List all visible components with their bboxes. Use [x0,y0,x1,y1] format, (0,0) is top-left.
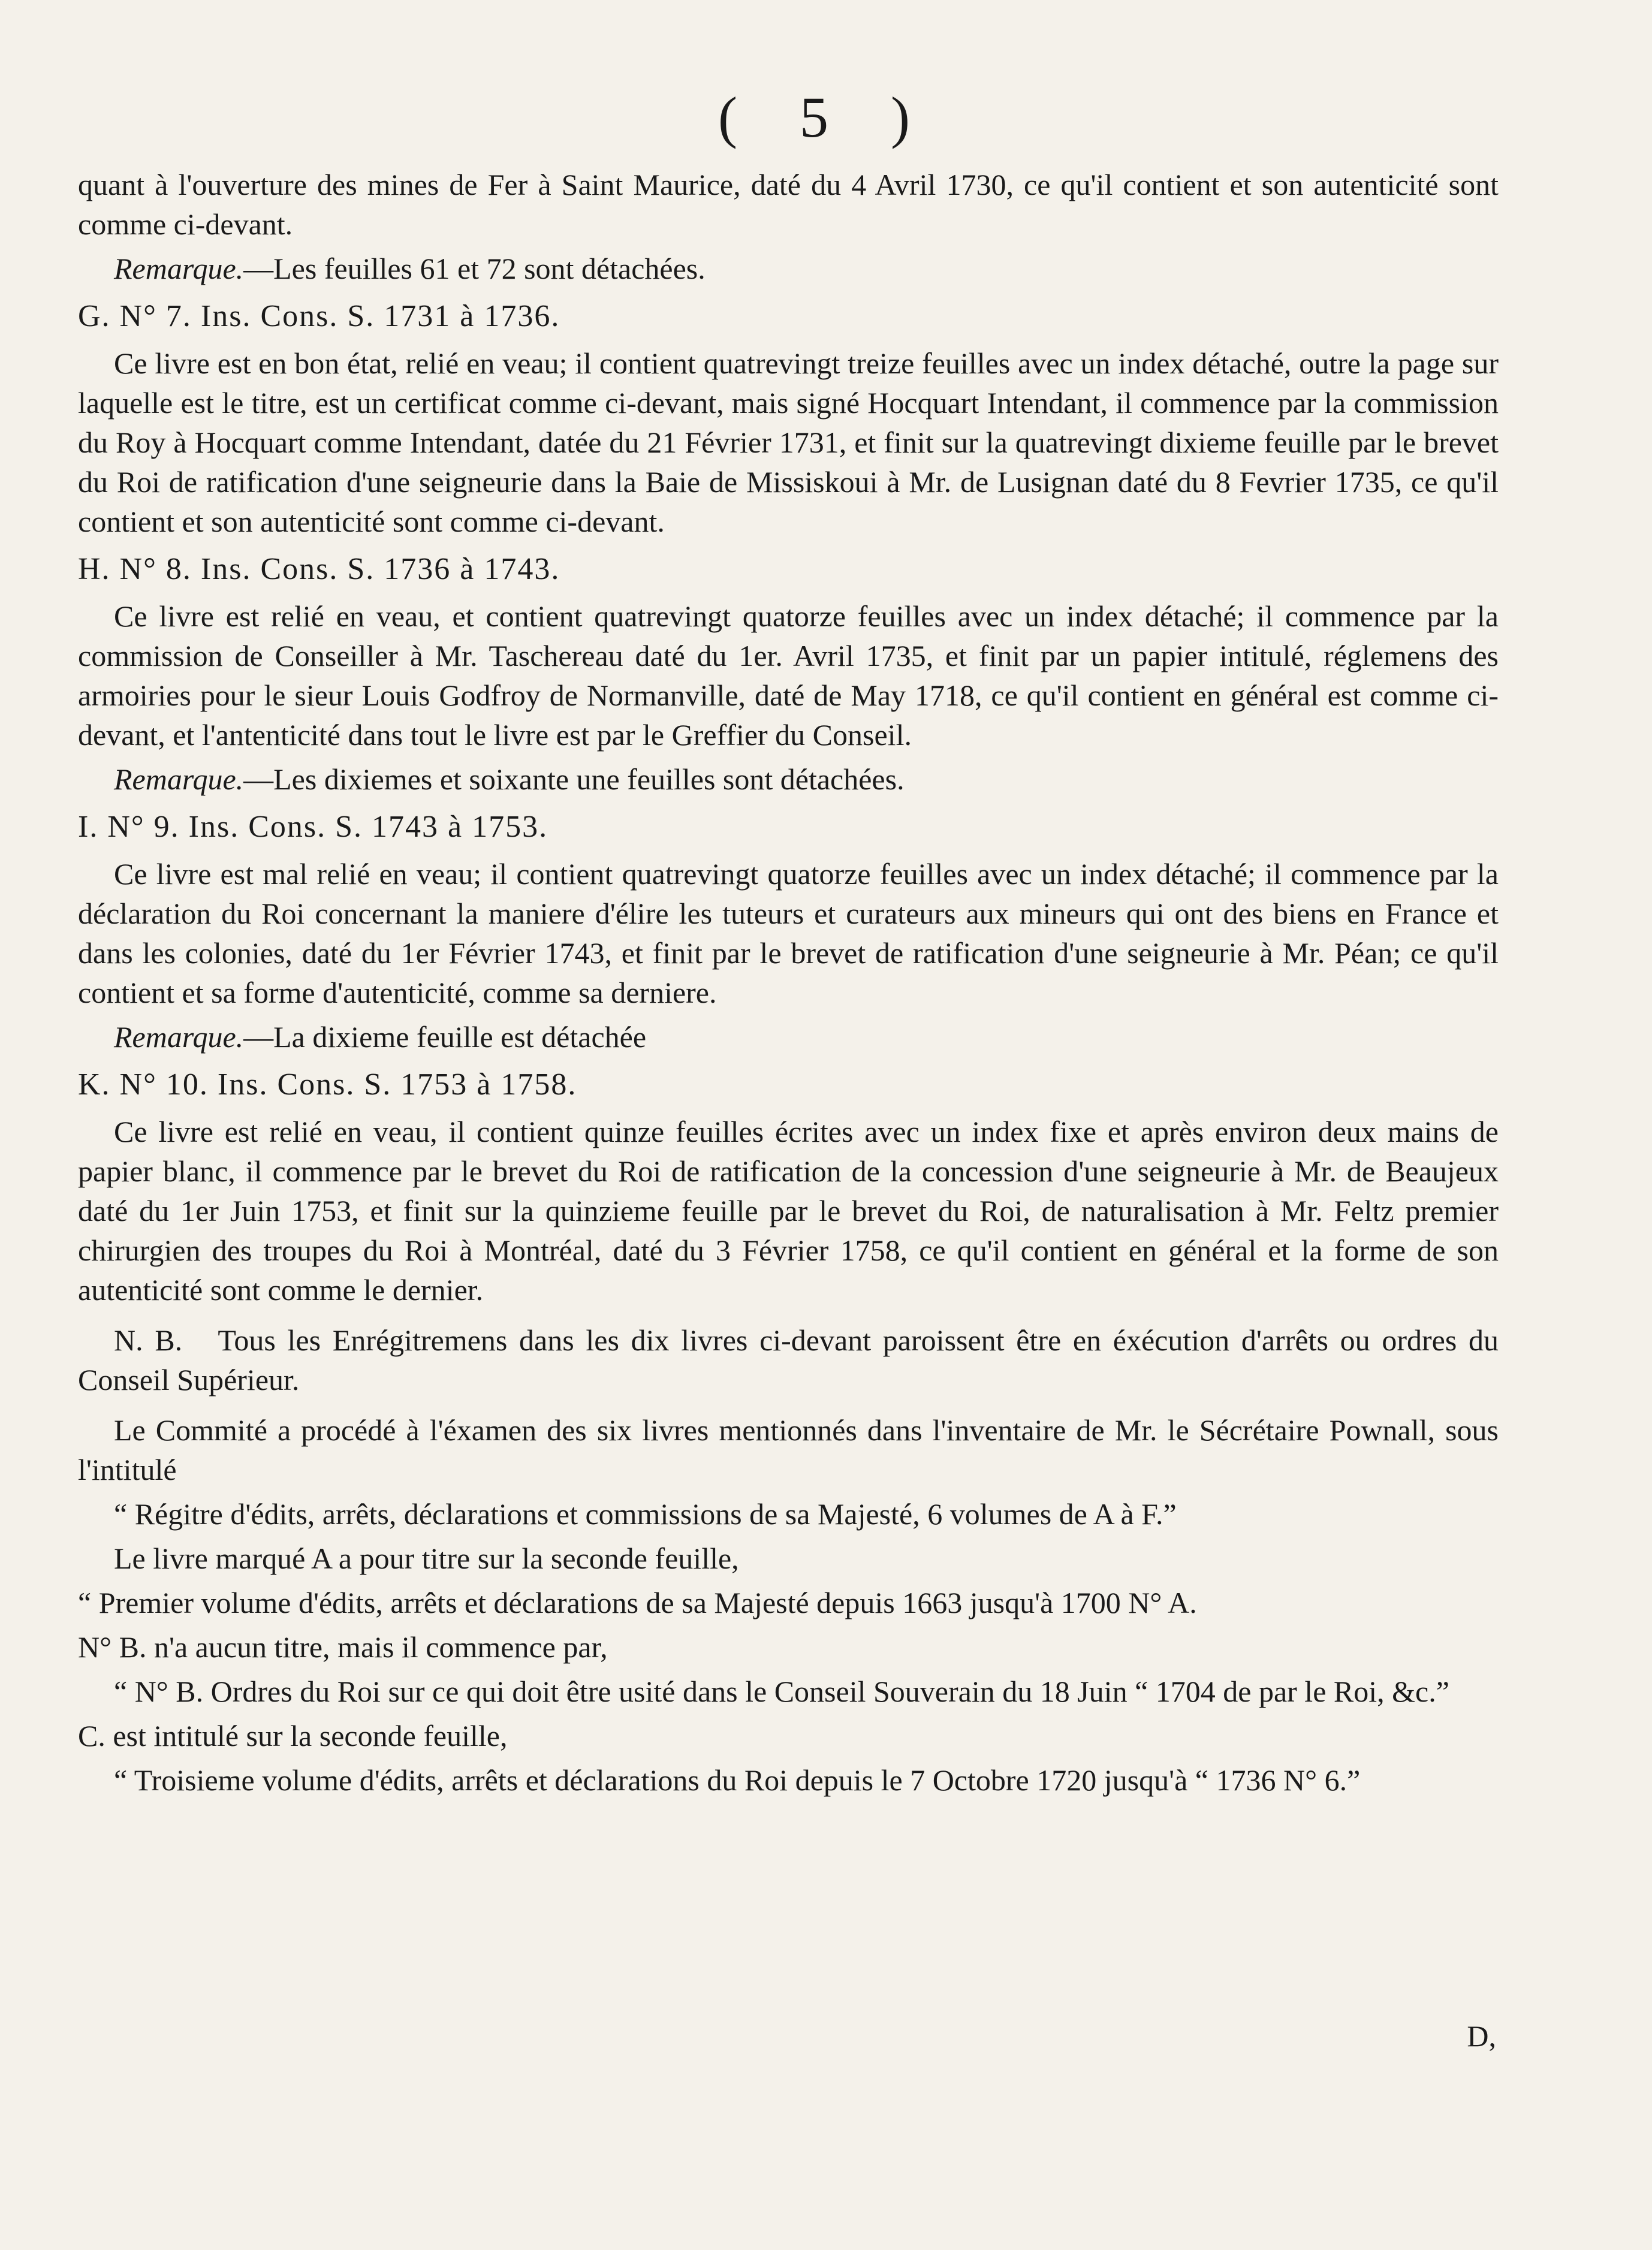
quote-book-b: “ N° B. Ordres du Roi sur ce qui doit être usité dans le Conseil Souverain du 18 Juin “ 1704 de par le Roi, &c.” [114,1675,1449,1708]
section-heading-i: I. N° 9. Ins. Cons. S. 1743 à 1753. [78,810,548,844]
quote-book-a: “ Premier volume d'édits, arrêts et déclarations de sa Majesté depuis 1663 jusqu'à 1700 N° A. [78,1586,1197,1619]
remark [78,249,1499,288]
section-heading-k: K. N° 10. Ins. Cons. S. 1753 à 1758. [78,1067,577,1102]
section-heading-h: H. N° 8. Ins. Cons. S. 1736 à 1743. [78,552,560,586]
paragraph-i: Ce livre est mal relié en veau; il contient quatrevingt quatorze feuilles avec un index détaché; il commence par la déclaration du Roi concernant la maniere d'élire les tuteurs et curateurs aux mineurs qui ont des biens en France et dans les colonies, daté du 1er Février 1743, et finit par le brevet de ratification d'une seigneurie à Mr. Péan; ce qu'il contient et sa forme d'autenticité, comme sa derniere. [78,857,1499,1009]
nota-bene-label: N. B. [114,1323,183,1357]
remark-label: Remarque. [114,1020,244,1054]
paragraph-book-b: N° B. n'a aucun titre, mais il commence par, [78,1630,608,1664]
remark-text: —Les feuilles 61 et 72 sont détachées. [243,252,706,285]
paragraph-book-a: Le livre marqué A a pour titre sur la seconde feuille, [114,1542,739,1575]
paragraph-book-c: C. est intitulé sur la seconde feuille, [78,1719,508,1753]
paragraph-committee: Le Commité a procédé à l'éxamen des six livres mentionnés dans l'inventaire de Mr. le Sécrétaire Pownall, sous l'intitulé [78,1413,1499,1486]
remark-text: —Les dixiemes et soixante une feuilles sont détachées. [243,762,905,796]
catchword: D, [1467,2019,1496,2053]
quote-book-c: “ Troisieme volume d'édits, arrêts et déclarations du Roi depuis le 7 Octobre 1720 jusqu'à “ 1736 N° 6.” [114,1763,1361,1797]
remark-label: Remarque. [114,762,244,796]
remark-text: —La dixieme feuille est détachée [243,1020,647,1054]
page-number: ( 5 ) [718,85,934,149]
paragraph-g: Ce livre est en bon état, relié en veau; il contient quatrevingt treize feuilles avec un index détaché, outre la page sur laquelle est le titre, est un certificat comme ci-devant, mais signé Hocquart Intendant, il commence par la commission du Roy à Hocquart comme Intendant, datée du 21 Février 1731, et finit sur la quatrevingt dixieme feuille par le brevet du Roi de ratification d'une seigneurie dans la Baie de Missiskoui à Mr. de Lusignan daté du 8 Fevrier 1735, ce qu'il contient et son autenticité sont comme ci-devant. [78,346,1499,538]
paragraph-h: Ce livre est relié en veau, et contient quatrevingt quatorze feuilles avec un index détaché; il commence par la commission de Conseiller à Mr. Taschereau daté du 1er. Avril 1735, et finit par un papier intitulé, réglemens des armoiries pour le sieur Louis Godfroy de Normanville, daté de May 1718, ce qu'il contient en général est comme ci-devant, et l'antenticité dans tout le livre est par le Greffier du Conseil. [78,599,1499,752]
remark [78,759,1499,799]
remark [78,1017,1499,1057]
document-body [78,165,1499,1805]
quote-register-title: “ Régitre d'édits, arrêts, déclarations et commissions de sa Majesté, 6 volumes de A à F.” [114,1497,1177,1531]
nota-bene-text: Tous les Enrégitremens dans les dix livres ci-devant paroissent être en éxécution d'arrêts ou ordres du Conseil Supérieur. [78,1323,1499,1397]
paragraph-k: Ce livre est relié en veau, il contient quinze feuilles écrites avec un index fixe et après environ deux mains de papier blanc, il commence par le brevet du Roi de ratification de la concession d'une seigneurie à Mr. de Beaujeux daté du 1er Juin 1753, et finit sur la quinzieme feuille par le brevet du Roi, de naturalisation à Mr. Feltz premier chirurgien des troupes du Roi à Montréal, daté du 3 Février 1758, ce qu'il contient en général et la forme de son autenticité sont comme le dernier. [78,1115,1499,1307]
paragraph-continuation: quant à l'ouverture des mines de Fer à Saint Maurice, daté du 4 Avril 1730, ce qu'il contient et son autenticité sont comme ci-devant. [78,168,1499,241]
remark-label: Remarque. [114,252,244,285]
section-heading-g: G. N° 7. Ins. Cons. S. 1731 à 1736. [78,299,560,333]
nota-bene [78,1320,1499,1400]
